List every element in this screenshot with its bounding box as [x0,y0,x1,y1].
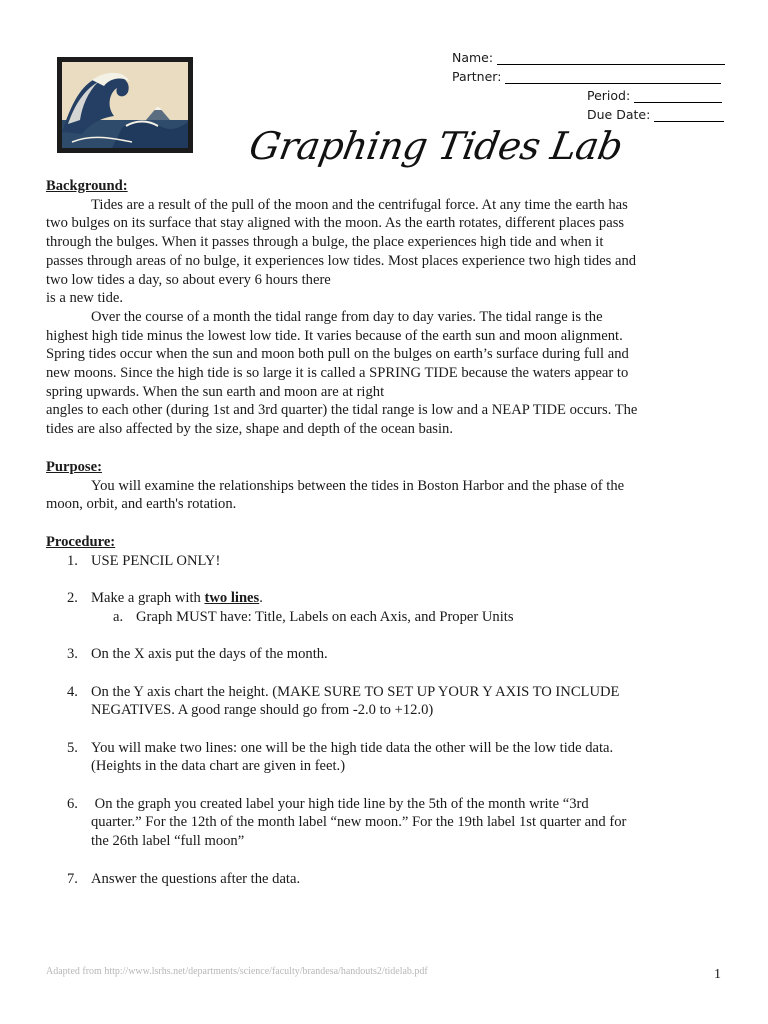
source-footer: Adapted from http://www.lsrhs.net/departments/science/faculty/brandesa/handouts2/tidelab.pdf [46,966,428,977]
background-heading: Background: [46,178,128,194]
step-number: 6. [67,795,78,812]
due-date-label: Due Date: [587,107,651,122]
background-line: spring upwards. When the sun earth and moon are at right [46,383,385,400]
step-text: NEGATIVES. A good range should go from -2.0 to +12.0) [91,702,434,719]
purpose-line: moon, orbit, and earth's rotation. [46,496,237,513]
page-title: Graphing Tides Lab [246,124,626,168]
purpose-section [46,458,726,514]
step-number: 7. [67,870,78,887]
step-number: 4. [67,683,78,700]
procedure-step-2 [46,589,726,608]
procedure-step-6 [46,795,726,851]
step-text: On the X axis put the days of the month. [91,646,328,663]
step-emphasis: two lines [204,590,260,607]
step-text: USE PENCIL ONLY! [91,552,221,569]
name-label: Name: [452,50,494,65]
purpose-line: You will examine the relationships between the tides in Boston Harbor and the phase of the [91,477,625,494]
background-section [46,177,726,439]
background-line: Spring tides occur when the sun and moon both pull on the bulges on earth’s surface during full and [46,346,629,363]
period-blank[interactable] [634,90,722,103]
procedure-step-5 [46,739,726,776]
step-number: a. [113,608,124,625]
background-line: Over the course of a month the tidal range from day to day varies. The tidal range is the [91,308,603,325]
background-line: is a new tide. [46,290,124,307]
background-line: Tides are a result of the pull of the moon and the centrifugal force. At any time the earth has [91,196,628,213]
wave-illustration [62,62,188,148]
step-text: the 26th label “full moon” [91,833,245,850]
procedure-heading: Procedure: [46,534,116,550]
step-text: Make a graph with [91,590,205,607]
great-wave-image [57,57,193,153]
step-text: quarter.” For the 12th of the month label “new moon.” For the 19th label 1st quarter and for [91,814,627,831]
period-field[interactable] [587,88,722,103]
step-text: You will make two lines: one will be the high tide data the other will be the low tide data. [91,739,614,756]
due-date-blank[interactable] [654,109,724,122]
period-label: Period: [587,88,631,103]
purpose-heading: Purpose: [46,459,102,475]
procedure-section [46,533,726,888]
step-text: . [259,590,263,607]
background-line: two low tides a day, so about every 6 hours there [46,271,331,288]
procedure-step-2a [46,608,726,627]
background-line: angles to each other (during 1st and 3rd quarter) the tidal range is low and a NEAP TIDE occurs. The [46,402,638,419]
procedure-step-7 [46,870,726,889]
background-line: through the bulges. When it passes through a bulge, the place experiences high tide and when it [46,234,604,251]
background-line: passes through areas of no bulge, it experiences low tides. Most places experience two high tides and [46,252,637,269]
step-text: Answer the questions after the data. [91,870,301,887]
name-blank[interactable] [497,52,725,65]
page-number: 1 [714,967,721,982]
due-date-field[interactable] [587,107,724,122]
step-text: On the graph you created label your high tide line by the 5th of the month write “3rd [91,795,589,812]
partner-field[interactable] [452,69,721,84]
procedure-step-3 [46,645,726,664]
name-field[interactable] [452,50,725,65]
partner-blank[interactable] [505,71,721,84]
partner-label: Partner: [452,69,502,84]
background-line: two bulges on its surface that stay aligned with the moon. As the earth rotates, different places pass [46,215,625,232]
procedure-step-1 [46,552,726,571]
step-number: 1. [67,552,78,569]
step-text: Graph MUST have: Title, Labels on each Axis, and Proper Units [136,608,514,625]
step-text: On the Y axis chart the height. (MAKE SURE TO SET UP YOUR Y AXIS TO INCLUDE [91,683,620,700]
background-line: tides are also affected by the size, shape and depth of the ocean basin. [46,421,453,438]
procedure-list [46,552,726,889]
step-text: (Heights in the data chart are given in feet.) [91,758,346,775]
procedure-step-4 [46,683,726,720]
background-line: new moons. Since the high tide is so large it is called a SPRING TIDE because the waters appear to [46,365,629,382]
step-number: 3. [67,646,78,663]
step-number: 2. [67,590,78,607]
background-line: highest high tide minus the lowest low tide. It varies because of the earth sun and moon alignment. [46,327,623,344]
step-number: 5. [67,739,78,756]
